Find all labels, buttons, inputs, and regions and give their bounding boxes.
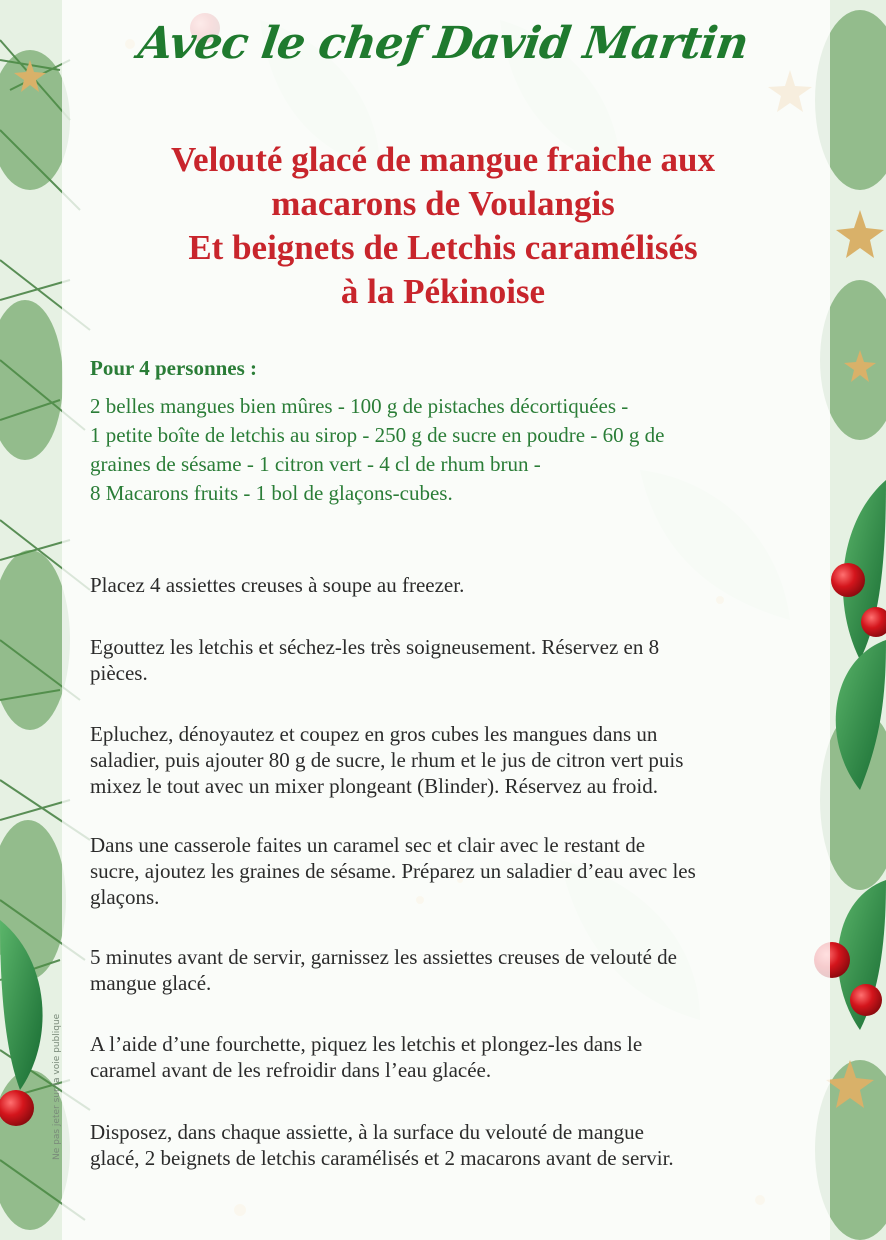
recipe-step-5 bbox=[90, 944, 820, 996]
servings-label: Pour 4 personnes : bbox=[90, 356, 258, 380]
step-line: 5 minutes avant de servir, garnissez les assiettes creuses de velouté de bbox=[90, 945, 677, 969]
step-line: sucre, ajoutez les graines de sésame. Préparez un saladier d’eau avec les bbox=[90, 859, 696, 883]
title-line: à la Pékinoise bbox=[340, 272, 546, 311]
step-line: caramel avant de les refroidir dans l’eau glacée. bbox=[90, 1058, 492, 1082]
step-line: Dans une casserole faites un caramel sec et clair avec le restant de bbox=[90, 833, 646, 857]
chef-heading: Avec le chef David Martin bbox=[135, 18, 751, 69]
step-line: glacé, 2 beignets de letchis caramélisés et 2 macarons avant de servir. bbox=[90, 1146, 674, 1170]
step-line: glaçons. bbox=[90, 885, 160, 909]
recipe-title bbox=[62, 138, 824, 314]
step-line: mixez le tout avec un mixer plongeant (Blinder). Réservez au froid. bbox=[90, 774, 658, 798]
recipe-step-1 bbox=[90, 572, 820, 598]
ingredients-list bbox=[90, 392, 810, 508]
step-line: saladier, puis ajouter 80 g de sucre, le rhum et le jus de citron vert puis bbox=[90, 748, 684, 772]
recipe-step-2 bbox=[90, 634, 820, 686]
ingredient-line: 8 Macarons fruits - 1 bol de glaçons-cubes. bbox=[90, 481, 453, 505]
step-line: Egouttez les letchis et séchez-les très soigneusement. Réservez en 8 bbox=[90, 635, 660, 659]
step-line: pièces. bbox=[90, 661, 148, 685]
ingredient-line: 1 petite boîte de letchis au sirop - 250 g de sucre en poudre - 60 g de bbox=[90, 423, 665, 447]
step-line: Epluchez, dénoyautez et coupez en gros cubes les mangues dans un bbox=[90, 722, 658, 746]
step-line: mangue glacé. bbox=[90, 971, 212, 995]
ingredient-line: 2 belles mangues bien mûres - 100 g de pistaches décortiquées - bbox=[90, 394, 629, 418]
title-line: Velouté glacé de mangue fraiche aux bbox=[170, 140, 716, 179]
title-line: macarons de Voulangis bbox=[271, 184, 615, 223]
ingredient-line: graines de sésame - 1 citron vert - 4 cl de rhum brun - bbox=[90, 452, 541, 476]
step-line: Disposez, dans chaque assiette, à la surface du velouté de mangue bbox=[90, 1120, 644, 1144]
recipe-step-4 bbox=[90, 832, 820, 910]
title-line: Et beignets de Letchis caramélisés bbox=[188, 228, 698, 267]
recipe-step-6 bbox=[90, 1031, 820, 1083]
disposal-note: Ne pas jeter sur la voie publique bbox=[52, 1013, 62, 1160]
recipe-step-7 bbox=[90, 1119, 820, 1171]
step-line: A l’aide d’une fourchette, piquez les letchis et plongez-les dans le bbox=[90, 1032, 643, 1056]
recipe-step-3 bbox=[90, 721, 820, 799]
step-line: Placez 4 assiettes creuses à soupe au freezer. bbox=[90, 573, 465, 597]
